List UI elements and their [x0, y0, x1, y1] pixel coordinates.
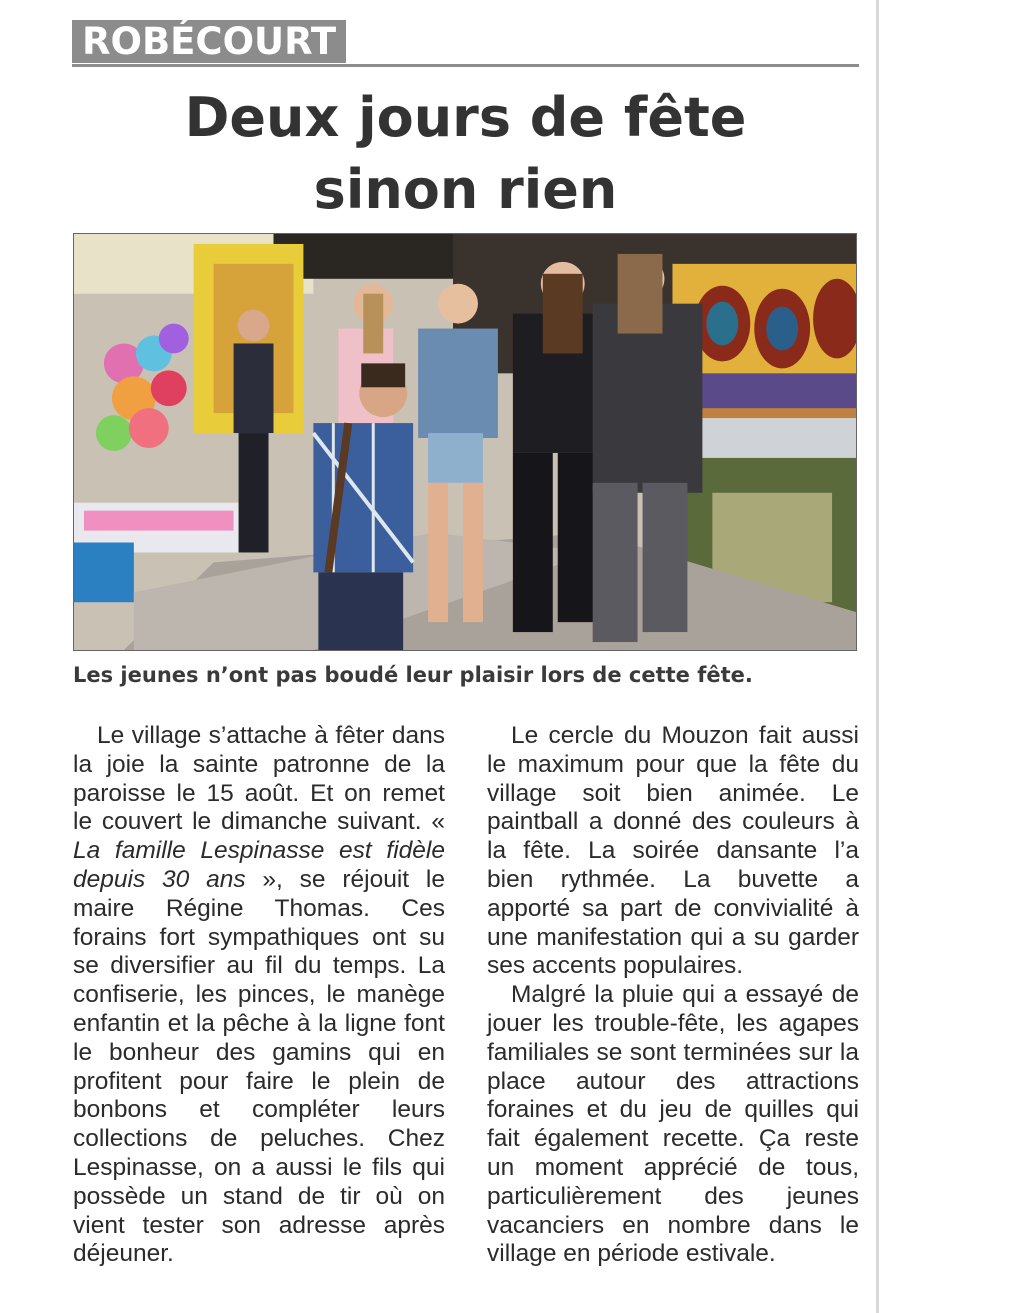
photo-fairground-youths [74, 234, 856, 650]
kicker-text: ROBÉCOURT [82, 20, 337, 63]
page-edge-rule [876, 0, 879, 1313]
paragraph-text: », se réjouit le maire Régine Thomas. Ces forains fort sympathiques ont su se diversifier au fil du temps. La confiserie, les pinces, le manège enfantin et la pêche à la ligne font le bonheur des gamins qui en profitent pour faire le plein de bonbons et compléter leurs collections de peluches. Chez Lespinasse, on a aussi le fils qui possède un stand de tir où on vient tester son adresse après déjeuner. [73, 865, 445, 1268]
article-column-2 [487, 722, 859, 1269]
article-photo [73, 233, 857, 651]
paragraph-text: Le village s’attache à fêter dans la joie la sainte patronne de la paroisse le 15 août. Et on remet le couvert le dimanche suivant. « [73, 722, 445, 836]
paragraph: Malgré la pluie qui a essayé de jouer les trouble-fête, les agapes familiales se sont terminées sur la place autour des attractions foraines et du jeu de quilles qui fait également recette. Ça reste un moment apprécié de tous, particulièrement des jeunes vacanciers en nombre dans le village en période estivale. [487, 981, 859, 1268]
paragraph: Le cercle du Mouzon fait aussi le maximum pour que la fête du village soit bien animée. Le paintball a donné des couleurs à la fête. La soirée dansante l’a bien rythmée. La buvette a apporté sa part de convivialité à une manifestation qui a su garder ses accents populaires. [487, 722, 859, 980]
headline-line-2: sinon rien [313, 158, 618, 221]
photo-caption: Les jeunes n’ont pas boudé leur plaisir lors de cette fête. [73, 663, 753, 687]
mayor-quote: La famille Lespinasse est fidèle depuis 30 ans [73, 837, 445, 893]
article-column-1 [73, 722, 445, 1269]
article-headline [72, 82, 859, 226]
paragraph [73, 722, 445, 1269]
section-kicker [72, 20, 346, 63]
headline-line-1: Deux jours de fête [184, 86, 747, 149]
kicker-underline [72, 64, 859, 67]
